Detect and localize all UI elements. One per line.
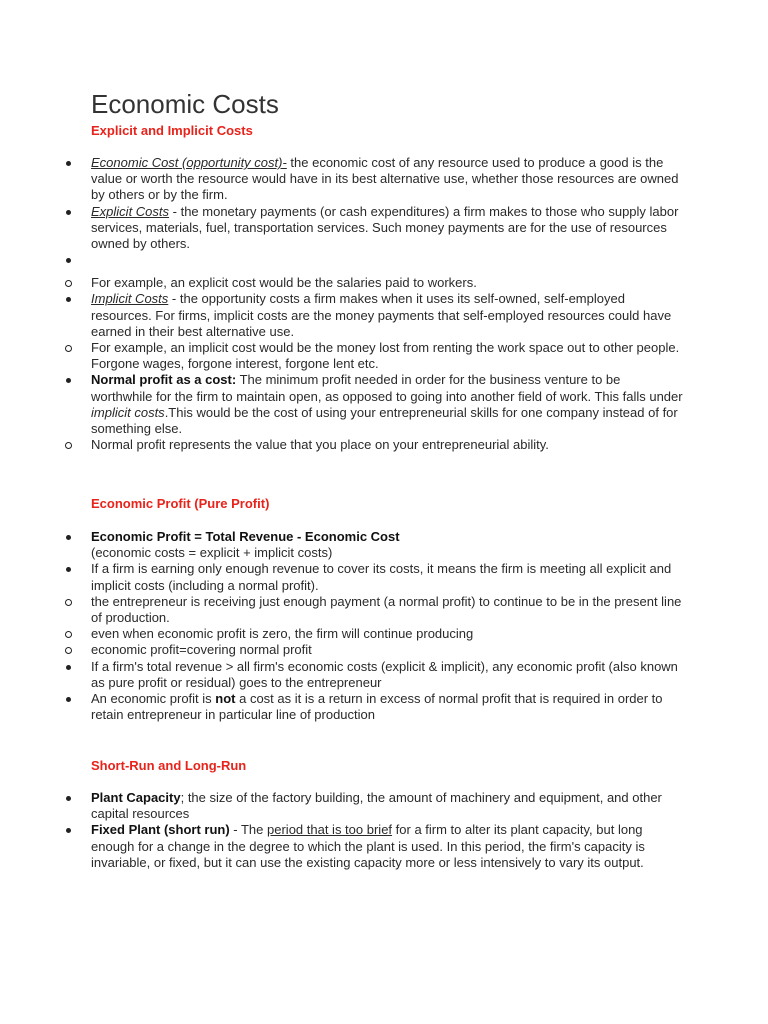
list-item: If a firm's total revenue > all firm's economic costs (explicit & implicit), any economic profit (also known as pure profit or residual) goes to the entrepreneur (0, 659, 768, 691)
list-item: For example, an implicit cost would be the money lost from renting the work space out to other people. Forgone wages, forgone interest, forgone lent etc. (0, 340, 768, 372)
bullet-icon (66, 258, 71, 263)
circle-bullet-icon (65, 345, 72, 352)
list-item: Economic Cost (opportunity cost)- the economic cost of any resource used to produce a good is the value or worth the resource would have in its best alternative use, whether those resources are owned by others or by the firm. (0, 155, 768, 204)
section-heading-explicit-implicit: Explicit and Implicit Costs (91, 123, 253, 138)
section-heading-short-long-run: Short-Run and Long-Run (91, 758, 247, 773)
circle-bullet-icon (65, 599, 72, 606)
list-item: Plant Capacity; the size of the factory building, the amount of machinery and equipment, and other capital resources (0, 790, 768, 822)
list-item: Explicit Costs - the monetary payments (or cash expenditures) a firm makes to those who supply labor services, materials, fuel, transportation services. Such money payments are for the use of resources owned by others. (0, 204, 768, 253)
circle-bullet-icon (65, 280, 72, 287)
section2-list (0, 529, 768, 723)
bullet-icon (66, 210, 71, 215)
bullet-icon (66, 535, 71, 540)
section3-list (0, 790, 768, 871)
list-item: Fixed Plant (short run) - The period that is too brief for a firm to alter its plant capacity, but long enough for a change in the degree to which the plant is used. In this period, the firm's capacity is invariable, or fixed, but it can use the existing capacity more or less intensively to vary its output. (0, 822, 768, 871)
page-title: Economic Costs (91, 89, 279, 119)
bullet-icon (66, 665, 71, 670)
list-item: If a firm is earning only enough revenue to cover its costs, it means the firm is meeting all explicit and implicit costs (including a normal profit). (0, 561, 768, 593)
bullet-icon (66, 796, 71, 801)
bullet-icon (66, 297, 71, 302)
circle-bullet-icon (65, 647, 72, 654)
list-item: even when economic profit is zero, the firm will continue producing (0, 626, 768, 642)
list-item: An economic profit is not a cost as it is a return in excess of normal profit that is required in order to retain entrepreneur in particular line of production (0, 691, 768, 723)
circle-bullet-icon (65, 631, 72, 638)
bullet-icon (66, 567, 71, 572)
section1-list (0, 155, 768, 453)
circle-bullet-icon (65, 442, 72, 449)
bullet-icon (66, 378, 71, 383)
bullet-icon (66, 697, 71, 702)
list-item: economic profit=covering normal profit (0, 642, 768, 658)
list-item: Implicit Costs - the opportunity costs a firm makes when it uses its self-owned, self-employed resources. For firms, implicit costs are the money payments that self-employed resources could have earned in their best alternative use. (0, 291, 768, 340)
bullet-icon (66, 161, 71, 166)
list-item: For example, an explicit cost would be the salaries paid to workers. (0, 275, 768, 291)
bullet-icon (66, 828, 71, 833)
list-item-empty (0, 252, 768, 268)
list-item: Normal profit as a cost: The minimum profit needed in order for the business venture to be worthwhile for the firm to maintain open, as opposed to going into another field of work. This falls under implicit costs.This would be the cost of using your entrepreneurial skills for one company instead of for something else. (0, 372, 768, 437)
list-item: Normal profit represents the value that you place on your entrepreneurial ability. (0, 437, 768, 453)
list-item: Economic Profit = Total Revenue - Economic Cost (economic costs = explicit + implicit costs) (0, 529, 768, 561)
section-heading-economic-profit: Economic Profit (Pure Profit) (91, 496, 270, 511)
list-item: the entrepreneur is receiving just enough payment (a normal profit) to continue to be in the present line of production. (0, 594, 768, 626)
